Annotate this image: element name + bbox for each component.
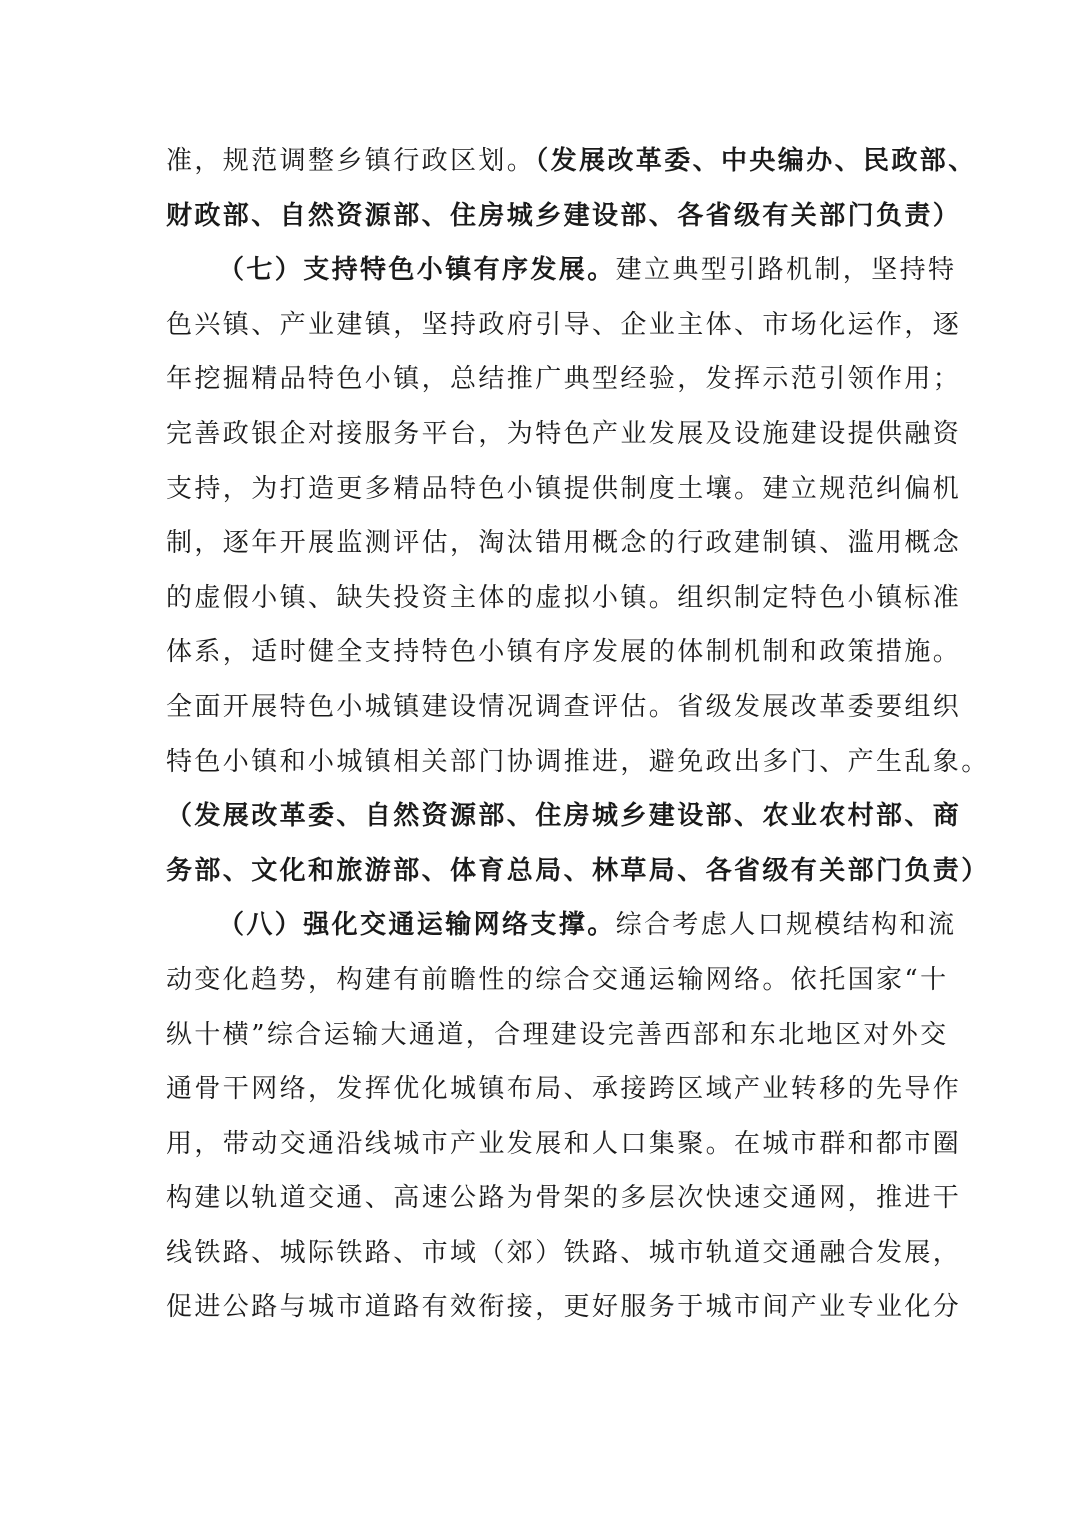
text-line — [166, 516, 962, 571]
text-segment: 完善政银企对接服务平台，为特色产业发展及设施建设提供融资 — [166, 418, 962, 449]
text-line — [166, 352, 962, 407]
text-segment: 综合考虑人口规模结构和流 — [615, 910, 957, 941]
text-segment: 纵十横”综合运输大通道，合理建设完善西部和东北地区对外交 — [166, 1019, 949, 1050]
text-line — [166, 680, 962, 735]
text-segment: 的虚假小镇、缺失投资主体的虚拟小镇。组织制定特色小镇标准 — [166, 582, 962, 613]
bold-text-segment: （发展改革委、自然资源部、住房城乡建设部、农业农村部、商 — [166, 801, 962, 832]
text-line — [166, 134, 977, 189]
text-line — [166, 735, 990, 790]
text-segment: 特色小镇和小城镇相关部门协调推进，避免政出多门、产生乱象。 — [166, 746, 990, 777]
text-line — [166, 1226, 962, 1281]
text-line — [166, 1062, 962, 1117]
bold-text-segment: （发展改革委、中央编办、民政部、 — [535, 146, 977, 176]
text-line — [166, 243, 957, 298]
text-segment: 用，带动交通沿线城市产业发展和人口集聚。在城市群和都市圈 — [166, 1128, 962, 1159]
text-line — [166, 844, 990, 899]
text-segment: 构建以轨道交通、高速公路为骨架的多层次快速交通网，推进干 — [166, 1183, 962, 1214]
text-segment: 体系，适时健全支持特色小镇有序发展的体制机制和政策措施。 — [166, 637, 962, 668]
text-line — [166, 1117, 962, 1172]
text-segment: 全面开展特色小城镇建设情况调查评估。省级发展改革委要组织 — [166, 691, 962, 722]
text-line — [166, 789, 962, 844]
text-segment: 制，逐年开展监测评估，淘汰错用概念的行政建制镇、滥用概念 — [166, 528, 962, 559]
text-segment: 动变化趋势，构建有前瞻性的综合交通运输网络。依托国家“十 — [166, 964, 949, 995]
text-line — [166, 298, 962, 353]
text-segment: 年挖掘精品特色小镇，总结推广典型经验，发挥示范引领作用； — [166, 364, 962, 395]
text-line — [166, 1008, 949, 1063]
text-line — [166, 953, 949, 1008]
text-line — [166, 407, 962, 462]
text-line — [166, 625, 962, 680]
text-segment: 准，规范调整乡镇行政区划。 — [166, 146, 536, 176]
document-body — [166, 134, 990, 1335]
text-line — [166, 898, 957, 953]
text-line — [166, 462, 962, 517]
text-line — [166, 1171, 962, 1226]
text-segment: 建立典型引路机制，坚持特 — [615, 255, 957, 286]
text-line — [166, 1280, 962, 1335]
bold-text-segment: （八）强化交通运输网络支撑。 — [218, 910, 616, 941]
bold-text-segment: 财政部、自然资源部、住房城乡建设部、各省级有关部门负责） — [166, 200, 962, 231]
bold-text-segment: （七）支持特色小镇有序发展。 — [218, 255, 616, 286]
text-segment: 色兴镇、产业建镇，坚持政府引导、企业主体、市场化运作，逐 — [166, 309, 962, 340]
text-segment: 线铁路、城际铁路、市域（郊）铁路、城市轨道交通融合发展， — [166, 1237, 962, 1268]
text-segment: 促进公路与城市道路有效衔接，更好服务于城市间产业专业化分 — [166, 1292, 962, 1323]
text-line — [166, 189, 962, 244]
text-segment: 支持，为打造更多精品特色小镇提供制度土壤。建立规范纠偏机 — [166, 473, 962, 504]
text-line — [166, 571, 962, 626]
text-segment: 通骨干网络，发挥优化城镇布局、承接跨区域产业转移的先导作 — [166, 1074, 962, 1105]
bold-text-segment: 务部、文化和旅游部、体育总局、林草局、各省级有关部门负责） — [166, 855, 990, 886]
